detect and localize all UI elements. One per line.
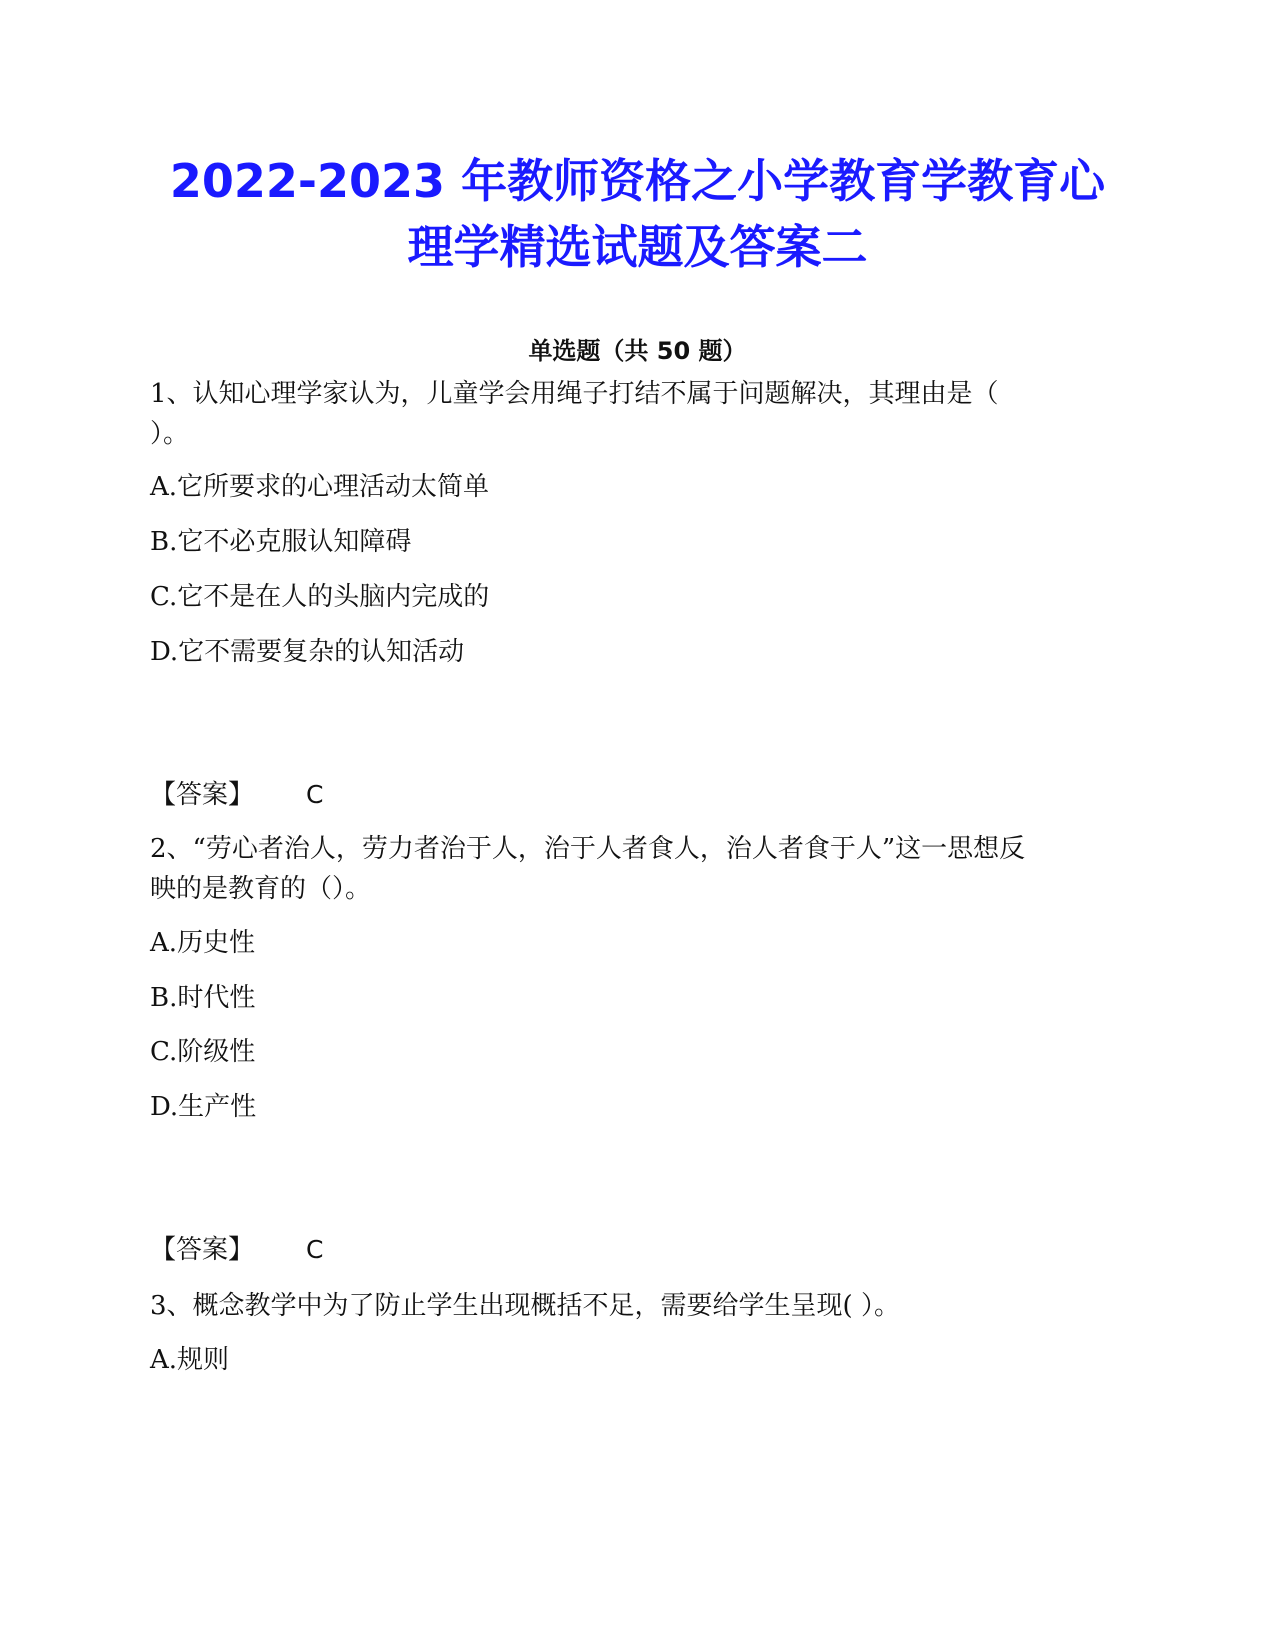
question-3-option-a: A.规则 [150, 1345, 230, 1375]
question-1-option-c: C.它不是在人的头脑内完成的 [150, 582, 490, 612]
question-2-stem-line-2: 映的是教育的（）。 [150, 874, 372, 904]
question-3-stem: 3、概念教学中为了防止学生出现概括不足，需要给学生呈现( ）。 [150, 1291, 900, 1321]
answer-label: 【答案】 [150, 780, 255, 810]
question-1-answer [150, 775, 1130, 815]
title-line-2: 理学精选试题及答案二 [407, 220, 868, 274]
question-2-option-a: A.历史性 [150, 928, 256, 958]
question-1 [150, 374, 1130, 454]
answer-label: 【答案】 [150, 1235, 255, 1265]
question-2-option-b: B.时代性 [150, 983, 256, 1013]
question-2-option-c: C.阶级性 [150, 1037, 256, 1067]
section-heading: 单选题（共 50 题） [528, 337, 747, 365]
document-title [100, 148, 1175, 280]
question-2-stem-line-1: 2、“劳心者治人，劳力者治于人，治于人者食人，治人者食于人”这一思想反 [150, 834, 1026, 864]
question-2-answer [150, 1230, 1130, 1270]
answer-value: C [306, 1235, 324, 1264]
title-line-1: 2022-2023 年教师资格之小学教育学教育心 [169, 154, 1106, 208]
answer-value: C [306, 780, 324, 809]
question-2-option-d: D.生产性 [150, 1092, 257, 1122]
question-1-option-b: B.它不必克服认知障碍 [150, 527, 412, 557]
question-1-stem-line-1: 1、认知心理学家认为，儿童学会用绳子打结不属于问题解决，其理由是（ [150, 379, 999, 409]
question-1-stem-line-2: ）。 [150, 419, 190, 449]
question-1-option-a: A.它所要求的心理活动太简单 [150, 472, 490, 502]
question-1-option-d: D.它不需要复杂的认知活动 [150, 637, 465, 667]
question-2 [150, 829, 1130, 909]
